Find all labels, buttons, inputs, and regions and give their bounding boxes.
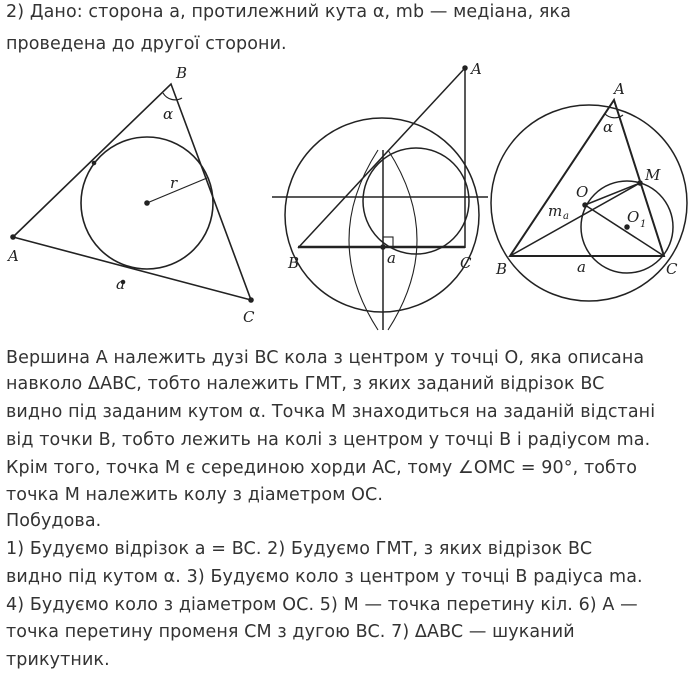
fig2-small-circle: [363, 148, 469, 254]
body-line-9: видно під кутом α. 3) Будуємо коло з центром у точці B радіуса ma.: [6, 567, 643, 587]
fig1-angle-arc: [163, 93, 182, 100]
fig3-label-C: C: [666, 260, 678, 278]
figure-3: [491, 100, 687, 301]
figure-1: [11, 84, 253, 302]
fig3-label-alpha: α: [603, 118, 614, 136]
fig1-label-alpha: α: [163, 105, 174, 123]
body-line-1: Вершина A належить дузі BC кола з центром у точці O, яка описана: [6, 348, 645, 368]
fig2-big-circle: [285, 118, 479, 312]
figure-2: [272, 66, 488, 330]
body-line-2: навколо ΔABC, тобто належить ГМТ, з яких заданий відрізок BC: [6, 374, 605, 394]
body-line-6: точка M належить колу з діаметром OC.: [6, 485, 384, 505]
fig3-median: [510, 183, 640, 256]
body-line-7: Побудова.: [6, 511, 102, 531]
fig2-label-C: C: [460, 254, 472, 272]
fig1-label-a: a: [116, 275, 125, 293]
fig3-label-a: a: [577, 258, 586, 276]
fig2-side-AB: [298, 68, 465, 248]
fig1-label-C: C: [243, 308, 255, 326]
fig2-arc-left: [349, 150, 378, 330]
fig3-label-ma-sub: a: [563, 211, 569, 222]
intro-line-2: проведена до другої сторони.: [6, 34, 287, 54]
fig3-label-A: A: [614, 80, 625, 98]
fig3-label-B: B: [496, 260, 508, 278]
fig3-label-ma: m: [548, 202, 563, 220]
fig1-label-B: B: [176, 64, 188, 82]
fig2-label-B: B: [288, 254, 300, 272]
fig2-label-a: a: [387, 249, 396, 267]
intro-line-1: 2) Дано: сторона a, протилежний кута α, mb — медіана, яка: [6, 2, 572, 22]
body-line-5: Крім того, точка M є серединою хорди AC, тому ∠OMC = 90°, тобто: [6, 458, 638, 478]
fig3-OM: [585, 183, 640, 205]
fig1-label-A: A: [8, 247, 19, 265]
body-line-3: видно під заданим кутом α. Точка M знаходиться на заданій відстані: [6, 402, 656, 422]
fig3-label-M: M: [645, 166, 661, 184]
fig1-center: [145, 201, 149, 205]
fig3-OC: [585, 205, 664, 256]
body-line-8: 1) Будуємо відрізок a = BC. 2) Будуємо ГМТ, з яких відрізок BC: [6, 539, 593, 559]
fig2-label-A: A: [471, 60, 482, 78]
fig1-label-r: r: [170, 174, 178, 192]
body-line-10: 4) Будуємо коло з діаметром OC. 5) M — точка перетину кіл. 6) A —: [6, 595, 638, 615]
fig3-label-O: O: [576, 183, 589, 201]
fig3-label-O1-sub: 1: [640, 219, 647, 230]
body-line-11: точка перетину променя CM з дугою BC. 7) ΔABC — шуканий: [6, 622, 575, 642]
fig3-label-O1: O: [627, 208, 640, 226]
figures: [0, 60, 695, 345]
body-line-12: трикутник.: [6, 650, 110, 670]
fig2-arc-right: [388, 150, 417, 330]
body-line-4: від точки B, тобто лежить на колі з центром у точці B і радіусом ma.: [6, 430, 651, 450]
